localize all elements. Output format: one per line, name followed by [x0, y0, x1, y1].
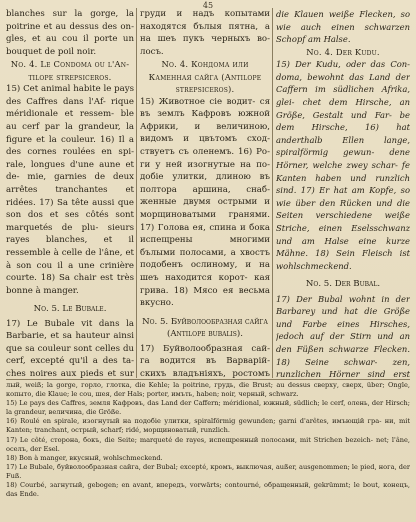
german-paragraph-continued: die Klauen weiße Flecken, so wie auch einen schwarzen Schopf am Halse.: [276, 9, 410, 45]
russian-paragraph-bubal: 17) Буйволообразная сай- га водится въ Варварій- скихъ владъніяхъ, ростомъ: [140, 343, 270, 379]
russian-paragraph-continued: груди и надъ копытами находятся бълыя пятна, а на шеъ пукъ черныхъ во- лосъ.: [140, 9, 270, 57]
french-heading-bubal: No. 5. Le Bubale.: [33, 304, 107, 315]
german-heading-kudu: No. 4. Der Kudu.: [306, 46, 380, 57]
german-heading-bubal: No. 5. Der Bubal.: [305, 279, 381, 290]
footnote: 17) Le Bubale, буйволообразная сайга, der Bubal; excepté, кромъ, выключая, außer, ausgenommen; le pied, нога, der Fuß.: [6, 462, 410, 480]
page-number: 45: [202, 1, 214, 10]
text-columns: [6, 8, 410, 380]
french-heading-kudu: No. 4. Le Condoma ou l'An- tilope strepsiceros.: [10, 59, 130, 82]
german-column: [276, 8, 410, 380]
german-paragraph-kudu: 15) Der Kudu, oder das Con- doma, bewohnt das Land der Caffern im südlichen Afrika, glei- chet dem Hirsche, an Größe, Gestalt und Far- be dem Hirsche, 16) hat anderthalb Ellen lange, spiralförmig gewun- dene Hörner, welche zwey schar- fe Kanten haben und runzlich sind. 17) Er hat am Kopfe, so wie über den Rücken und die Seiten verschiedene weiße Striche, einen Eselsschwanz und am Halse eine kurze Mähne. 18) Sein Fleisch ist wohlschmeckend.: [276, 59, 410, 271]
footnote: лый, weiß; la gorge, горло, глотка, die Kehle; la poitrine, грудь, die Brust; au dessus сверху, сверх, über; Ongle, копыто, die Klaue; le cou, шея, der Hals; porter, имъть, haben; noir, черный, schwarz.: [6, 381, 410, 399]
german-paragraph-bubal: 17) Der Bubal wohnt in der Barbarey und hat die Größe und Farbe eines Hirsches, jedoch auf der Stirn und an den Füßen schwarze Flecken. 18) Seine schwar- zen, runzlichen Hörner sind erst: [276, 293, 410, 380]
russian-heading-kudu: No. 4. Кондома или Каменная сайга (Antilope strepsiceros).: [148, 59, 262, 95]
footnote: 17) Le côté, сторона, бокъ, die Seite; marqueté de rayes, испещренный полосами, mit Strichen bezeich- net; l'âne, оселъ, der Esel.: [6, 435, 410, 453]
russian-heading-bubal: No. 5. Буйволообразная сайга (Antilope bubalis).: [142, 316, 268, 340]
footnotes: [6, 381, 410, 519]
french-paragraph-continued: blanches sur la gorge, la poitrine et au dessus des on- gles, et au cou il porte un bouquet de poil noir.: [6, 9, 134, 57]
footnote-separator: [6, 379, 410, 380]
russian-column: [140, 8, 270, 380]
french-paragraph-kudu: 15) Cet animal habite le pays des Caffres dans l'Af- rique méridionale et ressem- ble au cerf par la grandeur, la figure et la couleur. 16) Il a des cornes roulées en spi- rale, longues d'une aune et de- mie, garnies de deux arrêtes tranchantes et ridées. 17) Sa tête aussi que son dos et ses côtés sont marquetés de plu- sieurs rayes blanches, et il ressemble à celle de l'âne, et à son cou il a une crinière courte. 18) Sa chair est très bonne à manger.: [6, 84, 134, 296]
french-paragraph-bubal: 17) Le Bubale vit dans la Barbarie, et sa hauteur ainsi que sa couleur sont celles du cerf, excepté qu'il a des ta- ches noires aux pieds et sur: [6, 318, 134, 380]
footnote: 18) Bon à manger, вкусный, wohlschmeckend.: [6, 453, 163, 462]
russian-paragraph-kudu: 15) Животное сіе водит- ся въ землъ Кафровъ южной Африки, и величиною, видомъ и цвътомъ сход- ствуетъ съ оленемъ. 16) Ро- ги у ней изогнутые на по- добіе улитки, длиною въ полтора аршина, снаб- женные двумя острыми и морщиноватыми гранями. 17) Голова ея, спина и бока испещрены многими бълыми полосами, а хвостъ подобенъ ослиному, и на шеъ находится корот- кая грива. 18) Мясо ея весьма вкусно.: [140, 96, 270, 309]
footnote: 16) Roulé en spirale, изогнутый на подобіе улитки, spiralförmig gewunden; garni d'arêtes, имъющій гра- ни, mit Kanten; tranchant, острый, scharf; ridé, морщиноватый, runzlich.: [6, 417, 410, 435]
footnote: 18) Courbé, загнутый, gebogen; en avant, впередъ, vorwärts; contourné, обращенный, gekrümmt; le bout, конецъ, das Ende.: [6, 481, 410, 499]
french-column: [6, 8, 134, 380]
footnote: 15) Le pays des Caffres, земля Кафровъ, das Land der Caffern; méridional, южный, südlich; le cerf, олень, der Hirsch; la grandeur, величина, die Größe.: [6, 399, 410, 417]
